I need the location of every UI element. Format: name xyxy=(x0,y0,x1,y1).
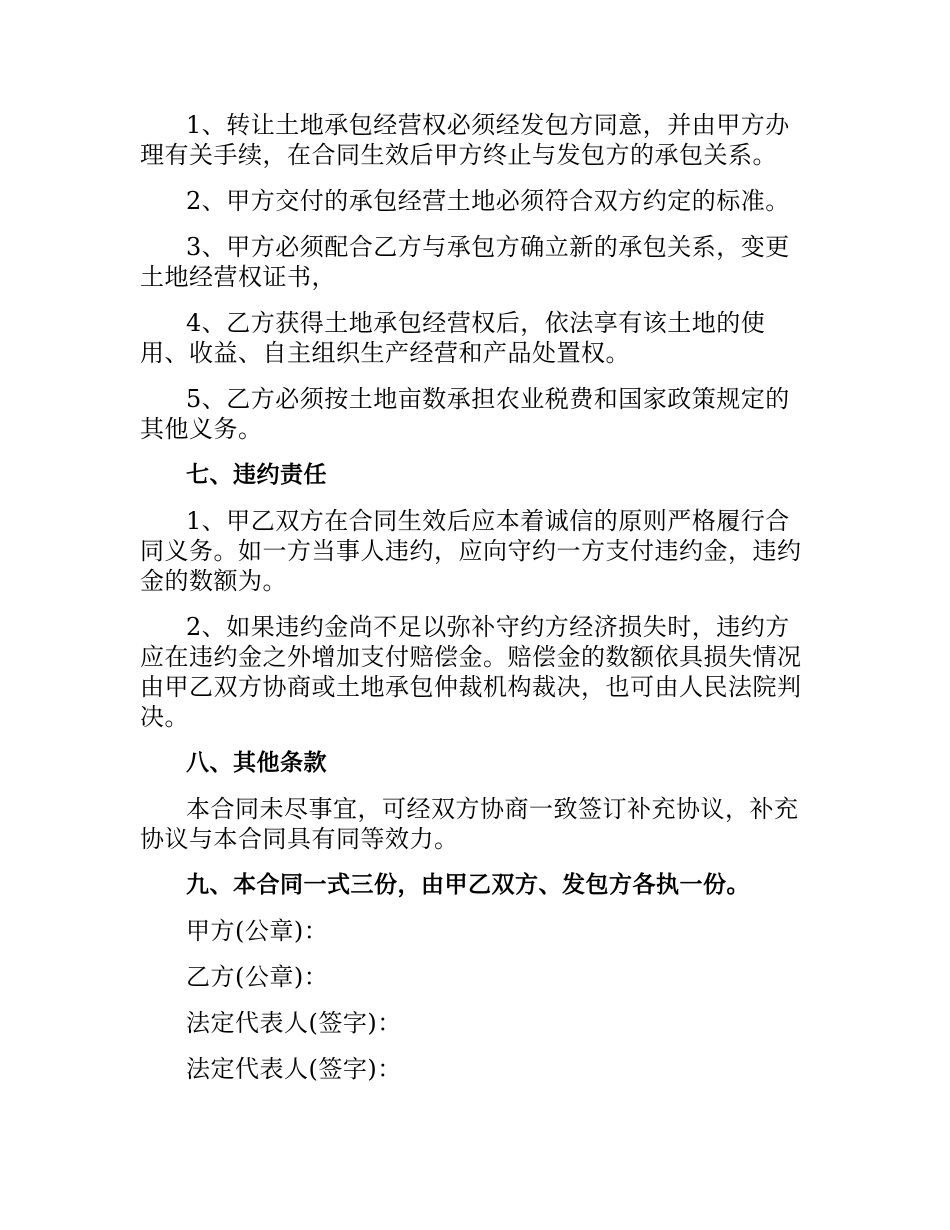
contract-page xyxy=(140,110,812,1100)
party-b-seal-line: 乙方(公章)： xyxy=(186,963,329,991)
clause-7-2: 2、如果违约金尚不足以弥补守约方经济损失时，违约方应在违约金之外增加支付赔偿金。赔偿金的数额依具损失情况由甲乙双方协商或土地承包仲裁机构裁决，也可由人民法院判决。 xyxy=(140,613,802,731)
legal-rep-signature-line-2: 法定代表人(签字)： xyxy=(186,1055,402,1083)
clause-7-1: 1、甲乙双方在合同生效后应本着诚信的原则严格履行合同义务。如一方当事人违约，应向守约一方支付违约金，违约金的数额为。 xyxy=(140,507,802,595)
clause-6-4: 4、乙方获得土地承包经营权后，依法享有该土地的使用、收益、自主组织生产经营和产品处置权。 xyxy=(140,309,766,367)
clause-6-3: 3、甲方必须配合乙方与承包方确立新的承包关系，变更土地经营权证书， xyxy=(140,233,790,291)
clause-6-5: 5、乙方必须按土地亩数承担农业税费和国家政策规定的其他义务。 xyxy=(140,385,790,443)
section-9-heading: 九、本合同一式三份，由甲乙双方、发包方各执一份。 xyxy=(186,872,750,898)
clause-8-text: 本合同未尽事宜，可经双方协商一致签订补充协议，补充协议与本合同具有同等效力。 xyxy=(140,795,799,853)
section-8-heading: 八、其他条款 xyxy=(186,750,327,776)
party-a-seal-line: 甲方(公章)： xyxy=(186,917,329,945)
clause-6-2: 2、甲方交付的承包经营土地必须符合双方约定的标准。 xyxy=(186,187,790,215)
legal-rep-signature-line-1: 法定代表人(签字)： xyxy=(186,1009,402,1037)
clause-6-1: 1、转让土地承包经营权必须经发包方同意，并由甲方办理有关手续，在合同生效后甲方终止与发包方的承包关系。 xyxy=(140,111,790,169)
section-7-heading: 七、违约责任 xyxy=(186,462,327,488)
